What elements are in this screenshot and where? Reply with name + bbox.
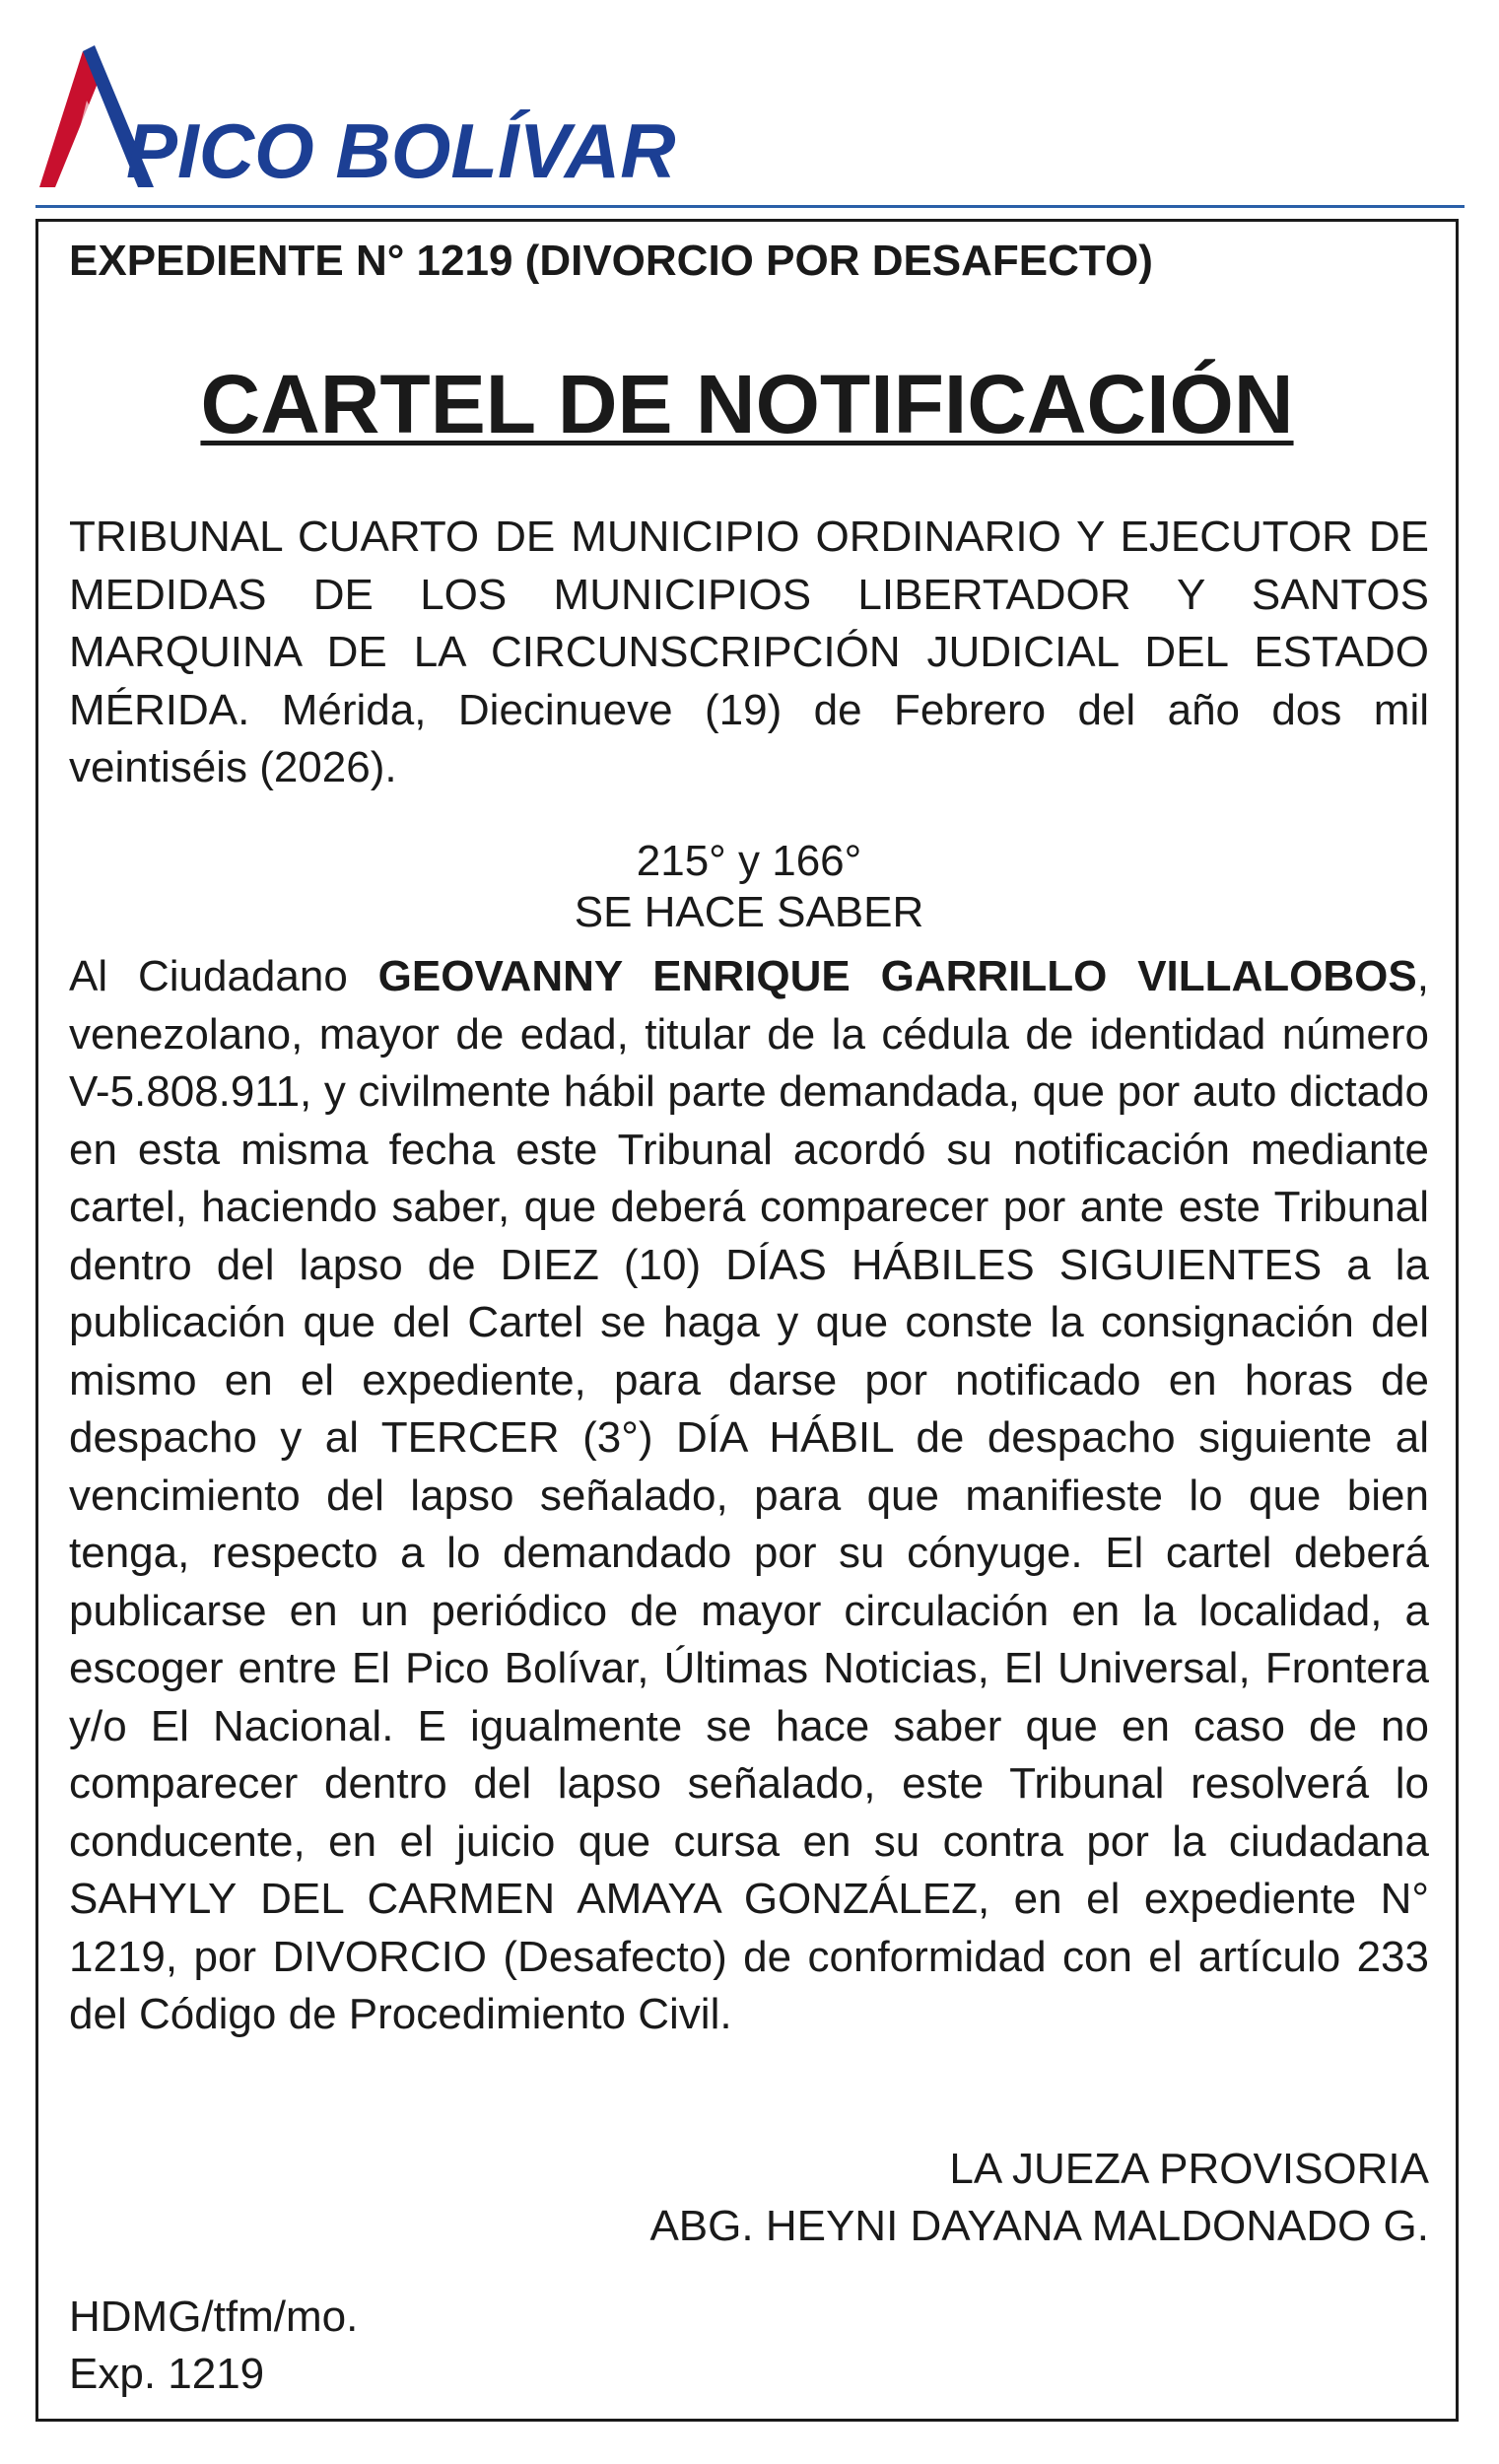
years-line: 215° y 166° [636,837,862,885]
header-rule [35,205,1465,208]
footer-exp: Exp. 1219 [69,2350,265,2398]
notice-body-paragraph [69,948,1429,2044]
footer-block [69,2289,1429,2403]
signature-block [69,2141,1429,2255]
footer-initials: HDMG/tfm/mo. [69,2293,359,2341]
defendant-name: GEOVANNY ENRIQUE GARRILLO VILLALOBOS [377,952,1417,1000]
logo-text: PICO BOLÍVAR [126,107,676,194]
judge-role: LA JUEZA PROVISORIA [949,2145,1429,2193]
body-text: , venezolano, mayor de edad, titular de la cédula de identidad número V-5.808.911, y civilmente hábil parte demandada, que por auto dictado en esta misma fecha este Tribunal acordó su notificación mediante cartel, haciendo saber, que deberá comparecer por ante este Tribunal dentro del lapso de DIEZ (10) DÍAS HÁBILES SIGUIENTES a la publicación que del Cartel se haga y que conste la consignación del mismo en el expediente, para darse por notificado en horas de despacho y al TERCER (3°) DÍA HÁBIL de despacho siguiente al vencimiento del lapso señalado, para que manifieste lo que bien tenga, respecto a lo demandado por su cónyuge. El cartel deberá publicarse en un periódico de mayor circulación en la localidad, a escoger entre El Pico Bolívar, Últimas Noticias, El Universal, Frontera y/o El Nacional. E igualmente se hace saber que en caso de no comparecer dentro del lapso señalado, este Tribunal resolverá lo conducente, en el juicio que cursa en su contra por la ciudadana SAHYLY DEL CARMEN AMAYA GONZÁLEZ, en el expediente N° 1219, por DIVORCIO (Desafecto) de conformidad con el artículo 233 del Código de Procedimiento Civil. [69,952,1429,2038]
judge-name: ABG. HEYNI DAYANA MALDONADO G. [649,2202,1429,2250]
expediente-heading: EXPEDIENTE N° 1219 (DIVORCIO POR DESAFECTO) [69,237,1153,285]
pico-bolivar-logo [35,41,676,199]
page-title: CARTEL DE NOTIFICACIÓN [200,358,1294,450]
mountain-logo-icon [35,41,676,199]
body-prefix: Al Ciudadano [69,952,378,1000]
years-and-announcement [69,836,1429,938]
court-intro-paragraph: TRIBUNAL CUARTO DE MUNICIPIO ORDINARIO Y EJECUTOR DE MEDIDAS DE LOS MUNICIPIOS LIBERTADOR Y SANTOS MARQUINA DE LA CIRCUNSCRIPCIÓN JUDICIAL DEL ESTADO MÉRIDA. Mérida, Diecinueve (19) de Febrero del año dos mil veintiséis (2026). [69,513,1429,791]
se-hace-saber-line: SE HACE SABER [574,888,924,936]
